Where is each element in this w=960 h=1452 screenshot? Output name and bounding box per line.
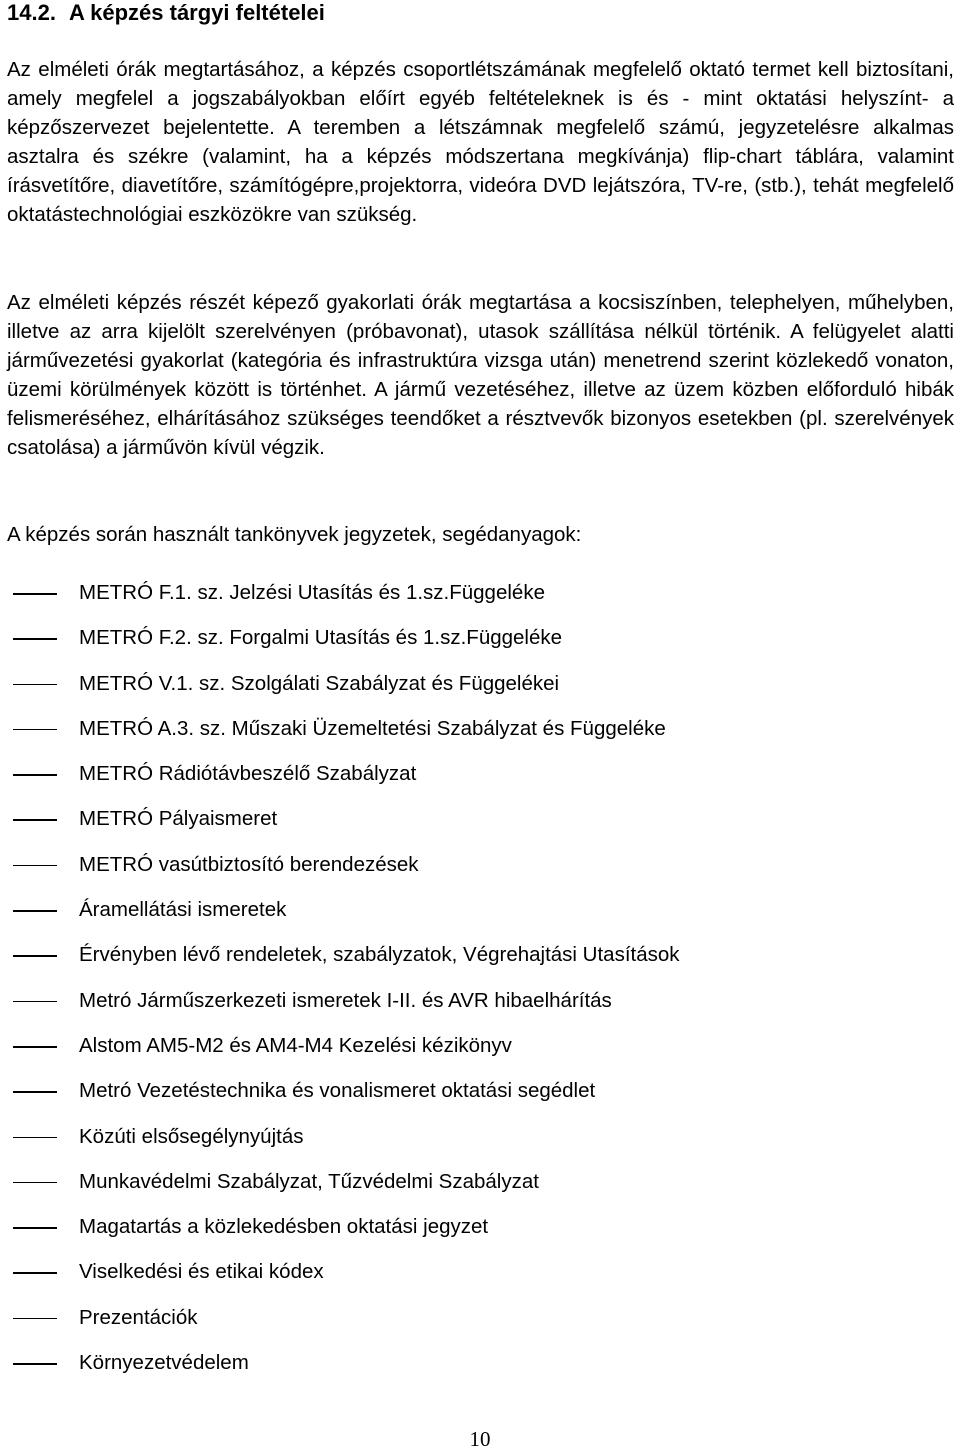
list-item-text: METRÓ Rádiótávbeszélő Szabályzat (79, 762, 417, 786)
paragraph-facilities (7, 55, 954, 229)
dash-bullet-icon (13, 729, 57, 731)
section-heading (7, 0, 325, 26)
dash-bullet-icon (13, 1227, 57, 1229)
dash-bullet-icon (13, 819, 57, 821)
materials-intro: A képzés során használt tankönyvek jegyzetek, segédanyagok: (7, 523, 582, 546)
list-item-text: METRÓ vasútbiztosító berendezések (79, 852, 419, 876)
page-number: 10 (469, 1427, 491, 1451)
dash-bullet-icon (13, 638, 57, 640)
dash-bullet-icon (13, 1272, 57, 1274)
list-item-text: Közúti elsősegélynyújtás (79, 1124, 304, 1148)
dash-bullet-icon (13, 1001, 57, 1003)
dash-bullet-icon (13, 1137, 57, 1139)
list-item-text: Metró Vezetéstechnika és vonalismeret oktatási segédlet (79, 1079, 596, 1103)
dash-bullet-icon (13, 1318, 57, 1320)
dash-bullet-icon (13, 593, 57, 595)
list-item-text: METRÓ F.1. sz. Jelzési Utasítás és 1.sz.Függeléke (79, 581, 545, 604)
paragraph-practice (7, 288, 954, 462)
dash-bullet-icon (13, 774, 57, 776)
list-item-text: Magatartás a közlekedésben oktatási jegyzet (79, 1215, 489, 1239)
dash-bullet-icon (13, 684, 57, 686)
list-item-text: METRÓ Pályaismeret (79, 807, 278, 831)
list-item-text: Munkavédelmi Szabályzat, Tűzvédelmi Szabályzat (79, 1169, 539, 1193)
dash-bullet-icon (13, 865, 57, 867)
list-item-text: METRÓ A.3. sz. Műszaki Üzemeltetési Szabályzat és Függeléke (79, 716, 666, 740)
section-number: 14.2. (7, 0, 56, 25)
dash-bullet-icon (13, 1363, 57, 1365)
list-item-text: METRÓ F.2. sz. Forgalmi Utasítás és 1.sz.Függeléke (79, 626, 563, 650)
list-item-text: Környezetvédelem (79, 1351, 249, 1375)
paragraph-sentence: A felügyelet alatti járművezetési gyakorlat (kategória és infrastruktúra vizsga után) menetrend szerint közlekedő vonaton, üzemi körülmények között is történhet. (7, 320, 954, 401)
dash-bullet-icon (13, 1182, 57, 1184)
list-item-text: Áramellátási ismeretek (79, 898, 287, 922)
list-item-text: Alstom AM5-M2 és AM4-M4 Kezelési kézikönyv (79, 1033, 512, 1057)
paragraph-sentence: Az elméleti képzés részét képező gyakorlati órák megtartása a kocsiszínben, telephelyen, műhelyben, illetve az arra kijelölt szerelvényen (próbavonat), utasok szállítása nélkül történik. (7, 291, 954, 343)
dash-bullet-icon (13, 1046, 57, 1048)
list-item-text: Viselkedési és etikai kódex (79, 1260, 324, 1284)
paragraph-sentence: A teremben a létszámnak megfelelő számú, jegyzetelésre alkalmas asztalra és székre (valamint, ha a képzés módszertana megkívánja) flip-chart táblára, valamint írásvetítőre, diavetítőre, számítógépre,projektorra, videóra DVD lejátszóra, TV-re, (stb.), tehát megfelelő oktatástechnológiai eszközökre van szükség. (7, 116, 954, 226)
list-item-text: Metró Járműszerkezeti ismeretek I-II. és AVR hibaelhárítás (79, 988, 612, 1012)
dash-bullet-icon (13, 910, 57, 912)
section-title: A képzés tárgyi feltételei (68, 0, 325, 25)
dash-bullet-icon (13, 1091, 57, 1093)
paragraph-sentence: Az elméleti órák megtartásához, a képzés csoportlétszámának megfelelő oktató termet kell biztosítani, amely megfelel a jogszabályokban előírt egyéb feltételeknek is és - mint oktatási helyszínt- a képzőszervezet bejelentette. (7, 58, 954, 139)
list-item-text: Érvényben lévő rendeletek, szabályzatok, Végrehajtási Utasítások (79, 943, 680, 967)
paragraph-sentence: A jármű vezetéséhez, illetve az üzem közben előforduló hibák felismeréséhez, elhárításához szükséges teendőket a résztvevők bizonyos esetekben (pl. szerelvények csatolása) a járművön kívül végzik. (7, 378, 954, 459)
list-item-text: Prezentációk (79, 1305, 198, 1329)
dash-bullet-icon (13, 955, 57, 957)
list-item-text: METRÓ V.1. sz. Szolgálati Szabályzat és Függelékei (79, 671, 560, 695)
